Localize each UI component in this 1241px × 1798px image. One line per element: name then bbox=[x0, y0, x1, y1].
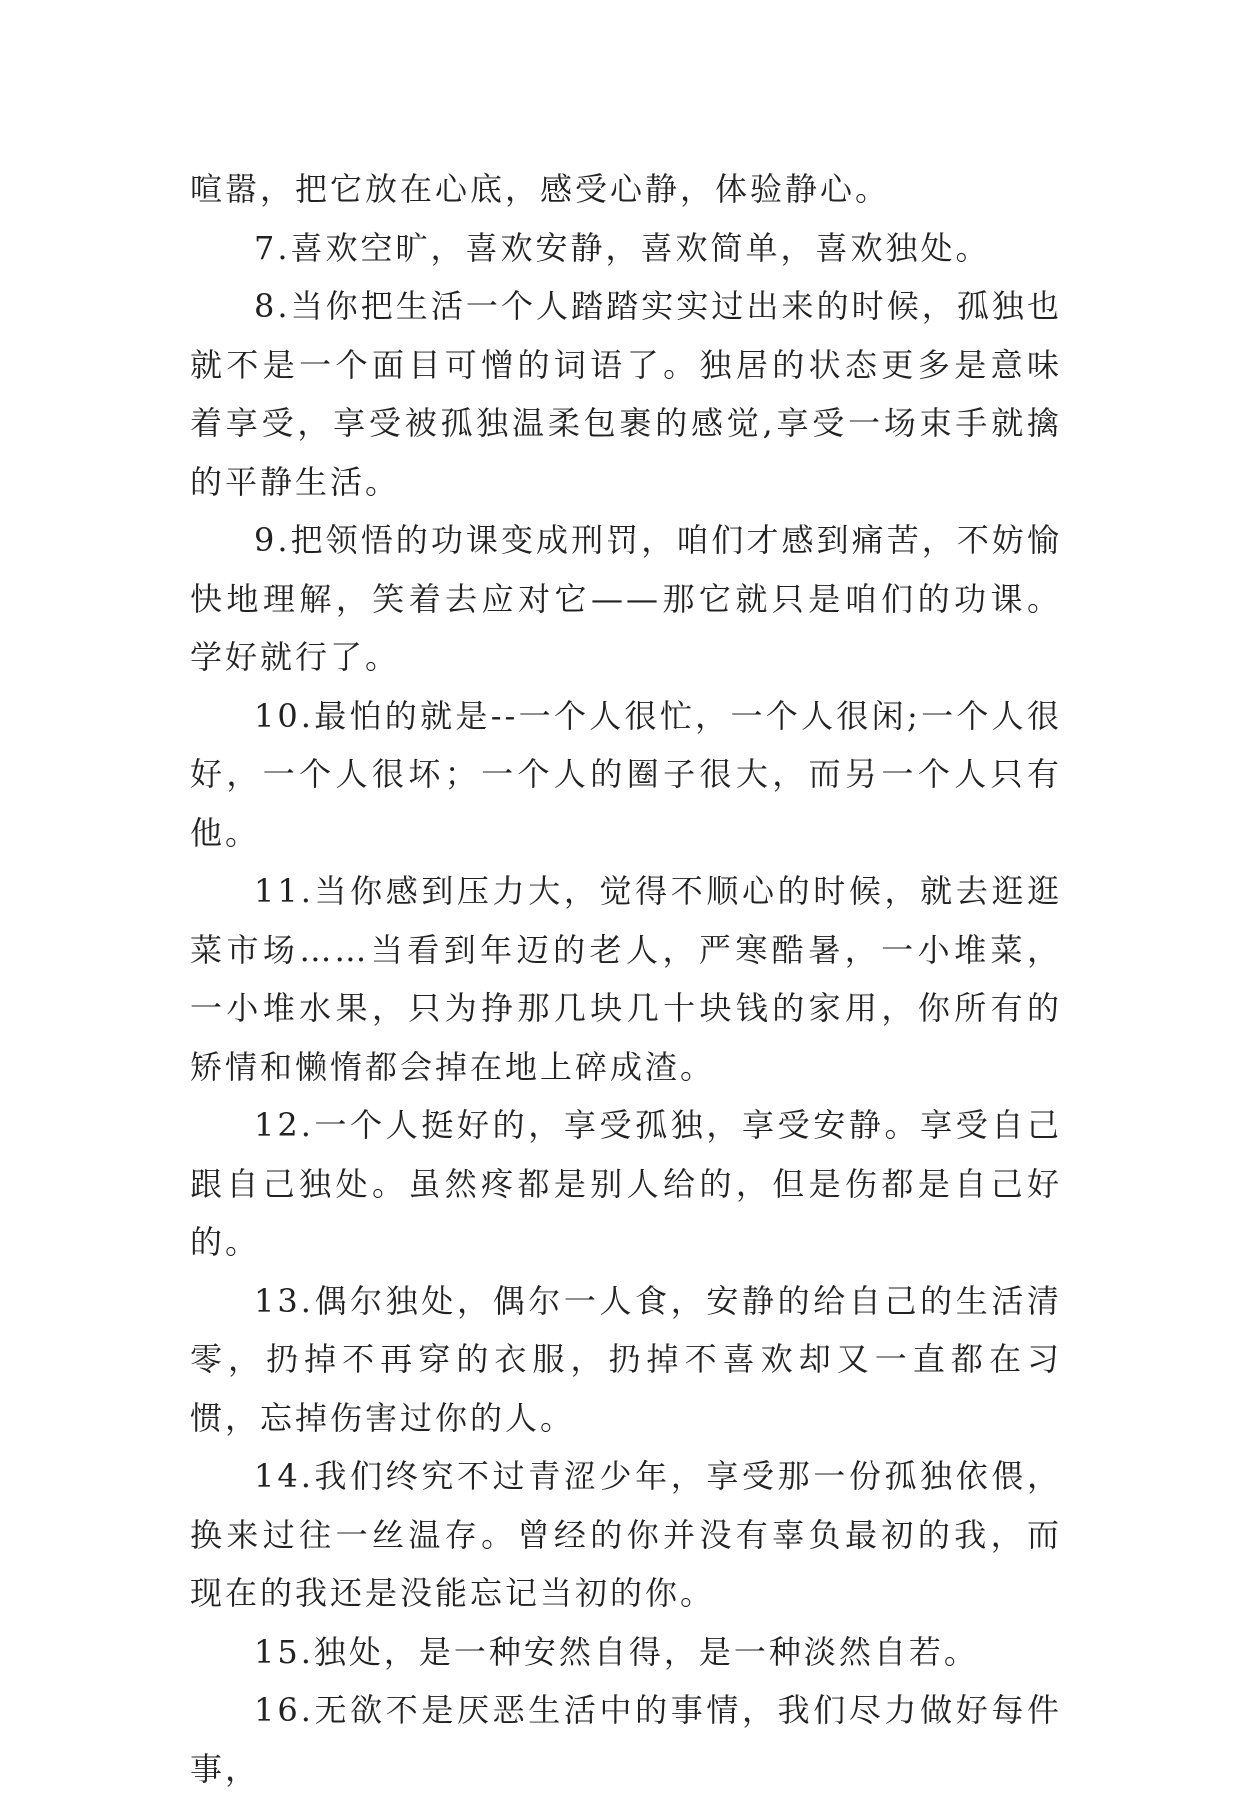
paragraph-item-13: 13.偶尔独处，偶尔一人食，安静的给自己的生活清零，扔掉不再穿的衣服，扔掉不喜欢却又一直都在习惯，忘掉伤害过你的人。 bbox=[190, 1281, 1062, 1437]
paragraph-item-8: 8.当你把生活一个人踏踏实实过出来的时候，孤独也就不是一个面目可憎的词语了。独居的状态更多是意味着享受，享受被孤独温柔包裹的感觉,享受一场束手就擒的平静生活。 bbox=[190, 287, 1062, 501]
paragraph-item-10: 10.最怕的就是--一个人很忙，一个人很闲;一个人很好，一个人很坏；一个人的圈子很大，而另一个人只有他。 bbox=[190, 696, 1062, 852]
paragraph-item-15: 15.独处，是一种安然自得，是一种淡然自若。 bbox=[254, 1632, 979, 1671]
paragraph-item-9: 9.把领悟的功课变成刑罚，咱们才感到痛苦，不妨愉快地理解，笑着去应对它——那它就只是咱们的功课。学好就行了。 bbox=[190, 521, 1062, 676]
paragraph-item-11: 11.当你感到压力大，觉得不顺心的时候，就去逛逛菜市场……当看到年迈的老人，严寒酷暑，一小堆菜，一小堆水果，只为挣那几块几十块钱的家用，你所有的矫情和懒惰都会掉在地上碎成渣。 bbox=[190, 872, 1062, 1086]
paragraph-item-14: 14.我们终究不过青涩少年，享受那一份孤独依偎，换来过往一丝温存。曾经的你并没有辜负最初的我，而现在的我还是没能忘记当初的你。 bbox=[190, 1457, 1062, 1612]
paragraph-item-12: 12.一个人挺好的，享受孤独，享受安静。享受自己跟自己独处。虽然疼都是别人给的，但是伤都是自己好的。 bbox=[190, 1106, 1062, 1261]
document-body bbox=[190, 160, 1062, 1798]
paragraph-continuation: 喧嚣，把它放在心底，感受心静，体验静心。 bbox=[190, 170, 891, 208]
paragraph-item-7: 7.喜欢空旷，喜欢安静，喜欢简单，喜欢独处。 bbox=[254, 228, 991, 267]
paragraph-item-16: 16.无欲不是厌恶生活中的事情，我们尽力做好每件事， bbox=[190, 1691, 1062, 1788]
